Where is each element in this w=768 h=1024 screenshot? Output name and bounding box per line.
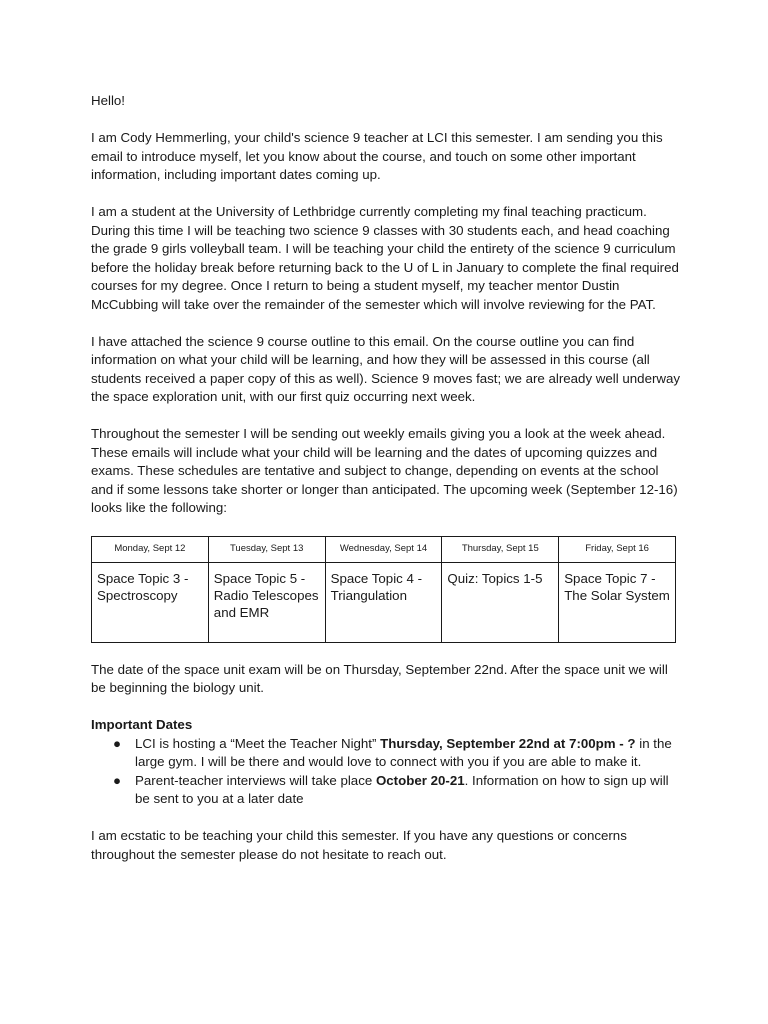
list-item-bold-date: October 20-21 bbox=[375, 772, 465, 788]
schedule-cell-wednesday: Space Topic 4 - Triangulation bbox=[325, 562, 442, 642]
schedule-cell-thursday: Quiz: Topics 1-5 bbox=[442, 562, 559, 642]
weekly-emails-paragraph: Throughout the semester I will be sending out weekly emails giving you a look at the week ahead. These emails will include what your child will be learning and the dates of upcoming quizzes and exams. These schedules are tentative and subject to change, depending on events at the school and if some lessons take shorter or longer than anticipated. The upcoming week (September 12-16) looks like the following: bbox=[91, 426, 678, 515]
important-dates-list bbox=[91, 735, 681, 809]
course-outline-paragraph: I have attached the science 9 course outline to this email. On the course outline you can find information on what your child will be learning, and how they will be assessed in this course (all students received a paper copy of this as well). Science 9 moves fast; we are already well underway the space exploration unit, with our first quiz occurring next week. bbox=[91, 333, 681, 404]
list-item bbox=[113, 772, 681, 809]
schedule-cell-friday: Space Topic 7 - The Solar System bbox=[559, 562, 676, 642]
schedule-cell-monday: Space Topic 3 - Spectroscopy bbox=[92, 562, 209, 642]
list-item-text: Parent-teacher interviews will take place bbox=[135, 772, 376, 788]
bullet-icon: ● bbox=[113, 772, 122, 788]
schedule-header-row bbox=[92, 536, 676, 562]
exam-date-paragraph: The date of the space unit exam will be on Thursday, September 22nd. After the space unit we will be beginning the biology unit. bbox=[91, 661, 668, 695]
schedule-cell-tuesday: Space Topic 5 - Radio Telescopes and EMR bbox=[208, 562, 325, 642]
list-item bbox=[113, 735, 681, 772]
important-dates-heading: Important Dates bbox=[91, 717, 193, 732]
letter-body bbox=[91, 92, 681, 883]
intro-paragraph: I am Cody Hemmerling, your child's science 9 teacher at LCI this semester. I am sending you this email to introduce myself, let you know about the course, and touch on some other important information, including important dates coming up. bbox=[91, 130, 663, 182]
closing-paragraph: I am ecstatic to be teaching your child this semester. If you have any questions or concerns throughout the semester please do not hesitate to reach out. bbox=[91, 828, 627, 862]
schedule-header-thursday: Thursday, Sept 15 bbox=[442, 536, 559, 562]
list-item-text: in the large gym. I will be there and would love to connect with you if you are able to make it. bbox=[135, 735, 672, 769]
weekly-schedule-table bbox=[91, 536, 676, 643]
practicum-paragraph: I am a student at the University of Lethbridge currently completing my final teaching practicum. During this time I will be teaching two science 9 classes with 30 students each, and head coaching the grade 9 girls volleyball team. I will be teaching your child the entirety of the science 9 curriculum before the holiday break before returning back to the U of L in January to complete the final required courses for my degree. Once I return to being a student myself, my teacher mentor Dustin McCubbing will take over the remainder of the semester which will involve reviewing for the PAT. bbox=[91, 204, 679, 312]
schedule-header-monday: Monday, Sept 12 bbox=[92, 536, 209, 562]
list-item-text: . Information on how to sign up will be sent to you at a later date bbox=[135, 772, 669, 806]
schedule-header-tuesday: Tuesday, Sept 13 bbox=[208, 536, 325, 562]
list-item-text: LCI is hosting a “Meet the Teacher Night” bbox=[135, 735, 381, 751]
schedule-header-friday: Friday, Sept 16 bbox=[559, 536, 676, 562]
list-item-bold-date: Thursday, September 22nd at 7:00pm - ? bbox=[380, 735, 636, 751]
greeting: Hello! bbox=[91, 93, 125, 108]
schedule-header-wednesday: Wednesday, Sept 14 bbox=[325, 536, 442, 562]
bullet-icon: ● bbox=[113, 735, 122, 751]
schedule-row bbox=[92, 562, 676, 642]
